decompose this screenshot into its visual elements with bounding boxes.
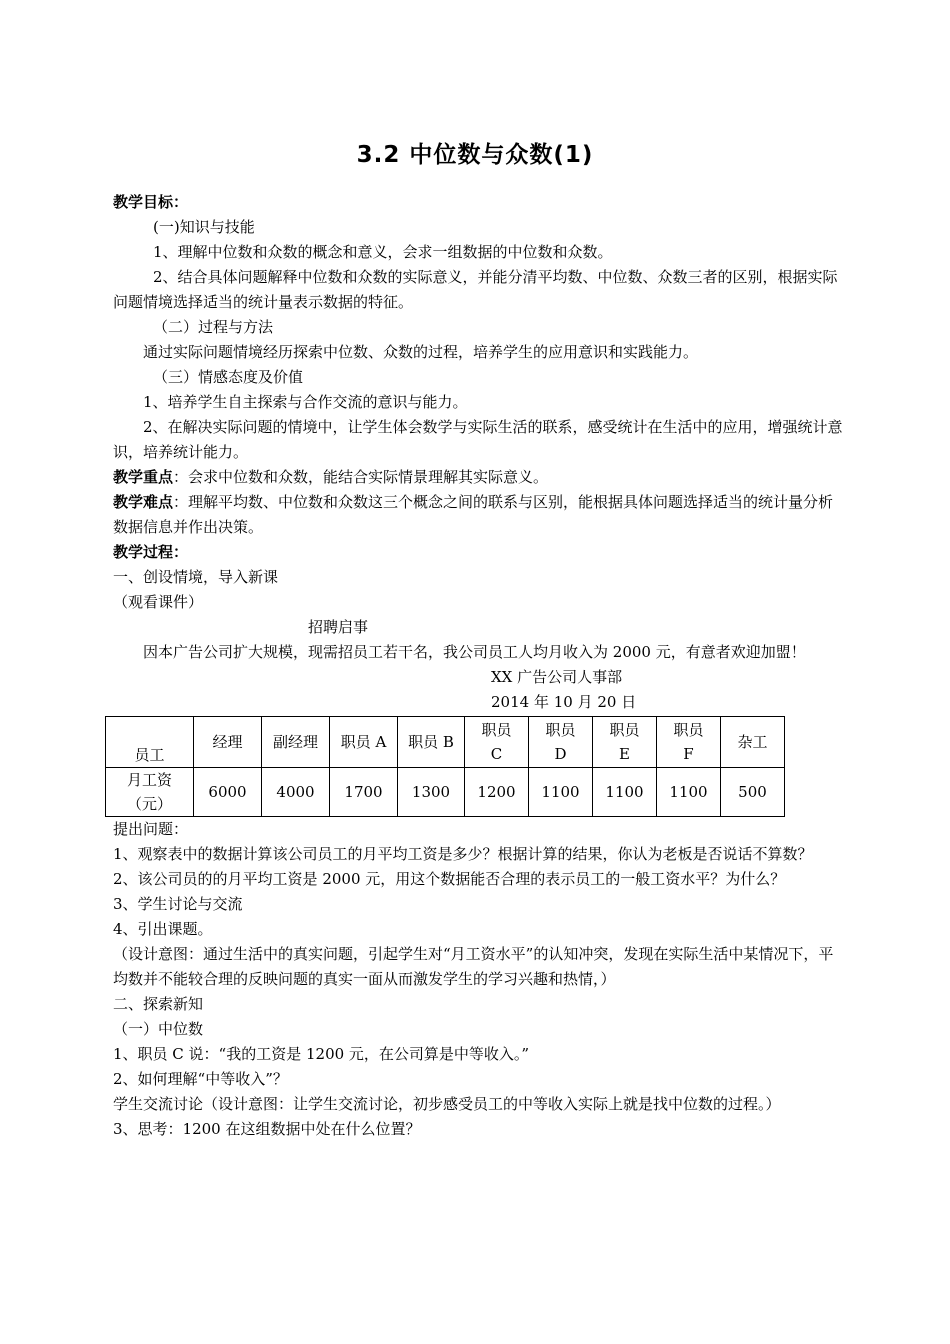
table-cell: 1700 bbox=[330, 768, 398, 817]
table-cell: 杂工 bbox=[721, 717, 785, 768]
key-point-text: ：会求中位数和众数，能结合实际情景理解其实际意义。 bbox=[173, 468, 549, 486]
explore-item-3: 3、思考：1200 在这组数据中处在什么位置？ bbox=[113, 1120, 421, 1138]
difficulty bbox=[113, 490, 843, 540]
notice-body: 因本广告公司扩大规模，现需招员工若干名，我公司员工人均月收入为 2000 元，有意者欢迎加盟！ bbox=[143, 643, 806, 661]
table-cell: 经理 bbox=[194, 717, 262, 768]
table-row-salaries bbox=[106, 768, 785, 817]
notice-title: 招聘启事 bbox=[308, 618, 369, 636]
process-heading: 教学过程： bbox=[113, 543, 189, 561]
page-title: 3.2 中位数与众数(1) bbox=[356, 142, 594, 168]
table-cell: 4000 bbox=[262, 768, 330, 817]
difficulty-text: ：理解平均数、中位数和众数这三个概念之间的联系与区别，能根据具体问题选择适当的统计量分析数据信息并作出决策。 bbox=[113, 493, 834, 536]
knowledge-item-2: 2、结合具体问题解释中位数和众数的实际意义，并能分清平均数、中位数、众数三者的区别，根据实际问题情境选择适当的统计量表示数据的特征。 bbox=[113, 268, 838, 311]
table-value-header: 月工资 （元） bbox=[106, 768, 194, 817]
table-cell: 6000 bbox=[194, 768, 262, 817]
document-body bbox=[113, 190, 843, 1142]
key-point bbox=[113, 465, 843, 490]
table-cell: 1300 bbox=[398, 768, 465, 817]
knowledge-item-1: 1、理解中位数和众数的概念和意义，会求一组数据的中位数和众数。 bbox=[153, 243, 613, 261]
questions-heading: 提出问题： bbox=[113, 820, 189, 838]
explore-discussion: 学生交流讨论（设计意图：让学生交流讨论，初步感受员工的中等收入实际上就是找中位数的过程。） bbox=[113, 1095, 781, 1113]
table-cell: 职员 F bbox=[657, 717, 721, 768]
table-cell: 职员 A bbox=[330, 717, 398, 768]
question-2: 2、该公司员的的月平均工资是 2000 元，用这个数据能否合理的表示员工的一般工资水平？为什么？ bbox=[113, 870, 786, 888]
difficulty-label: 教学难点 bbox=[113, 493, 174, 511]
explore-item-2: 2、如何理解“中等收入”？ bbox=[113, 1070, 288, 1088]
emotion-item-2: 2、在解决实际问题的情境中，让学生体会数学与实际生活的联系，感受统计在生活中的应用，增强统计意识，培养统计能力。 bbox=[113, 418, 843, 461]
question-1: 1、观察表中的数据计算该公司员工的月平均工资是多少？根据计算的结果，你认为老板是否说话不算数？ bbox=[113, 845, 813, 863]
question-3: 3、学生讨论与交流 bbox=[113, 895, 243, 913]
design-intent-1: （设计意图：通过生活中的真实问题，引起学生对“月工资水平”的认知冲突，发现在实际生活中某情况下，平均数并不能较合理的反映问题的真实一面从而激发学生的学习兴趣和热情，） bbox=[113, 945, 834, 988]
median-heading: （一）中位数 bbox=[113, 1020, 204, 1038]
watch-note: （观看课件） bbox=[113, 593, 204, 611]
key-point-label: 教学重点 bbox=[113, 468, 174, 486]
table-cell: 500 bbox=[721, 768, 785, 817]
explore-item-1: 1、职员 C 说：“我的工资是 1200 元，在公司算是中等收入。” bbox=[113, 1045, 530, 1063]
table-cell: 1100 bbox=[529, 768, 593, 817]
table-cell: 职员 B bbox=[398, 717, 465, 768]
process-method-item: 通过实际问题情境经历探索中位数、众数的过程，培养学生的应用意识和实践能力。 bbox=[143, 343, 699, 361]
salary-table bbox=[105, 716, 785, 817]
emotion-heading: （三）情感态度及价值 bbox=[153, 368, 304, 386]
notice-signer: XX 广告公司人事部 bbox=[491, 668, 623, 686]
table-row-positions bbox=[106, 717, 785, 768]
table-cell: 1100 bbox=[593, 768, 657, 817]
process-method-heading: （二）过程与方法 bbox=[153, 318, 274, 336]
table-cell: 1200 bbox=[465, 768, 529, 817]
emotion-item-1: 1、培养学生自主探索与合作交流的意识与能力。 bbox=[143, 393, 468, 411]
section-1-heading: 一、创设情境，导入新课 bbox=[113, 568, 279, 586]
objectives-heading: 教学目标： bbox=[113, 193, 189, 211]
table-cell: 职员 C bbox=[465, 717, 529, 768]
table-cell: 职员 E bbox=[593, 717, 657, 768]
table-cell: 职员 D bbox=[529, 717, 593, 768]
table-cell: 副经理 bbox=[262, 717, 330, 768]
knowledge-heading: (一)知识与技能 bbox=[153, 218, 255, 236]
table-row-header: 员工 bbox=[106, 717, 194, 768]
question-4: 4、引出课题。 bbox=[113, 920, 213, 938]
table-cell: 1100 bbox=[657, 768, 721, 817]
notice-date: 2014 年 10 月 20 日 bbox=[491, 693, 637, 711]
section-2-heading: 二、探索新知 bbox=[113, 995, 204, 1013]
